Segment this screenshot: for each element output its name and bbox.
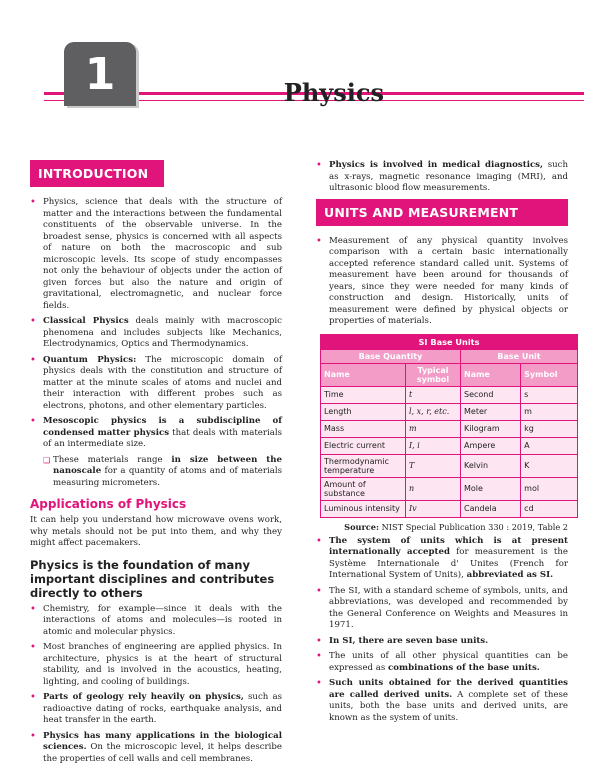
introduction-heading: INTRODUCTION	[30, 160, 164, 187]
table-row: Length l, x, r, etc. Meter m	[321, 403, 578, 420]
column-header-typical-symbol: Typical symbol	[406, 363, 461, 386]
list-item: • Quantum Physics: The microscopic domain of physics deals with the constitution and structure of matter at the minute scales of atoms and nuclei and their interaction with different probes such as electrons, photons, and other elementary particles.	[30, 355, 282, 413]
applications-heading: Applications of Physics	[30, 497, 187, 511]
list-item: • The units of all other physical quantities can be expressed as combinations of the base units.	[316, 651, 568, 674]
left-column	[30, 160, 282, 769]
intro-list	[30, 197, 282, 489]
table-row: Electric current I, i Ampere A	[321, 437, 578, 454]
column-header-symbol: Symbol	[521, 363, 578, 386]
list-item: • The system of units which is at present internationally accepted for measurement is the Système Internationale d' Unites (French for International System of Units), abbreviated as SI.	[316, 536, 568, 582]
units-heading: UNITS AND MEASUREMENT	[316, 199, 568, 226]
table-row: Thermodynamic temperature T Kelvin K	[321, 454, 578, 477]
group-header-unit: Base Unit	[461, 349, 578, 363]
chapter-number: 1	[64, 42, 136, 106]
list-item: • Classical Physics deals mainly with macroscopic phenomena and includes subjects like Mechanics, Electrodynamics, Optics and Thermodynamics.	[30, 316, 282, 351]
group-header-quantity: Base Quantity	[321, 349, 461, 363]
sub-list-item: ❏ These materials range in size between the nanoscale for a quantity of atoms and of materials measuring micrometers.	[30, 455, 282, 490]
list-item: • Mesoscopic physics is a subdiscipline of condensed matter physics that deals with materials of an intermediate size.	[30, 416, 282, 451]
foundation-list	[30, 604, 282, 766]
list-item: • Chemistry, for example—since it deals with the interactions of atoms and molecules—is rooted in atomic and molecular physics.	[30, 604, 282, 639]
chapter-title: Physics	[283, 78, 384, 107]
table-row: Mass m Kilogram kg	[321, 420, 578, 437]
list-item: • In SI, there are seven base units.	[316, 636, 568, 648]
list-item: • Most branches of engineering are applied physics. In architecture, physics is at the heart of structural stability, and is involved in the acoustics, heating, lighting, and cooling of buildings.	[30, 642, 282, 688]
si-base-units-table	[320, 334, 578, 518]
table-row: Time t Second s	[321, 386, 578, 403]
table-source: Source: NIST Special Publication 330 : 2019, Table 2	[344, 521, 568, 532]
list-item: • Physics is involved in medical diagnostics, such as x-rays, magnetic resonance imaging (MRI), and ultrasonic blood flow measurements.	[316, 160, 568, 195]
right-column	[316, 160, 568, 728]
si-list	[316, 536, 568, 725]
units-list	[316, 236, 568, 328]
chapter-header	[0, 0, 600, 118]
foundation-heading: Physics is the foundation of many important disciplines and contributes directly to others	[30, 557, 275, 600]
table-row: Luminous intensity Iv Candela cd	[321, 500, 578, 517]
list-item: • Physics, science that deals with the structure of matter and the interactions between the fundamental constituents of the observable universe. In the broadest sense, physics is concerned with all aspects of nature on both the macroscopic and sub microscopic levels. Its scope of study encompasses not only the behaviour of objects under the action of given forces but also the nature and origin of gravitational, electromagnetic, and nuclear force fields.	[30, 197, 282, 312]
list-item: • Parts of geology rely heavily on physics, such as radioactive dating of rocks, earthquake analysis, and heat transfer in the earth.	[30, 692, 282, 727]
list-item: • The SI, with a standard scheme of symbols, units, and abbreviations, was developed and recommended by the General Conference on Weights and Measures in 1971.	[316, 586, 568, 632]
column-header-name: Name	[321, 363, 406, 386]
list-item: • Physics has many applications in the biological sciences. On the microscopic level, it helps describe the properties of cell walls and cell membranes.	[30, 731, 282, 766]
table-row: Amount of substance n Mole mol	[321, 477, 578, 500]
list-item: • Measurement of any physical quantity involves comparison with a certain basic internationally accepted reference standard called unit. Systems of measurement have been around for thousands of years, since they were needed for many kinds of construction and design. Historically, units of measurement were defined by physical objects or properties of materials.	[316, 236, 568, 328]
list-item: • Such units obtained for the derived quantities are called derived units. A complete set of these units, both the base units and derived units, are known as the system of units.	[316, 678, 568, 724]
table-title: SI Base Units	[321, 334, 578, 349]
medical-list	[316, 160, 568, 195]
applications-text: It can help you understand how microwave ovens work, why metals should not be put into them, and why they might affect pacemakers.	[30, 515, 282, 548]
column-header-unit-name: Name	[461, 363, 521, 386]
